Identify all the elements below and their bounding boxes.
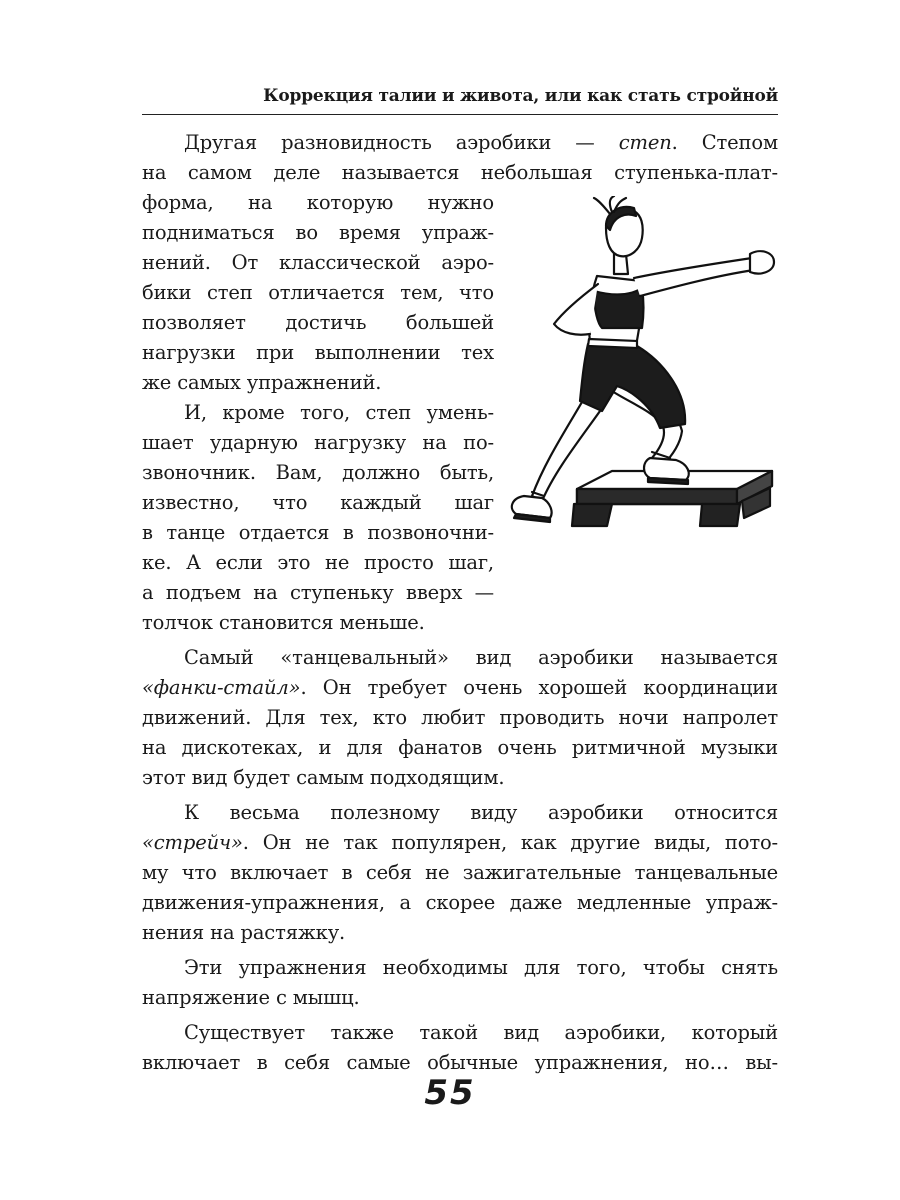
text-line: на дискотеках, и для фанатов очень ритмичной музыки xyxy=(142,736,778,759)
text-line: шает ударную нагрузку на по- xyxy=(142,431,494,454)
text-line: же самых упражнений. xyxy=(142,371,382,394)
text-line: Существует также такой вид аэробики, который xyxy=(184,1021,778,1044)
text-line: «фанки-стайл». Он требует очень хорошей координации xyxy=(142,676,778,699)
text-line: му что включает в себя не зажигательные танцевальные xyxy=(142,861,778,884)
text-line: «стрейч». Он не так популярен, как другие виды, пото- xyxy=(142,831,778,854)
text-line: а подъем на ступеньку вверх — xyxy=(142,581,494,604)
text-line: Эти упражнения необходимы для того, чтобы снять xyxy=(184,956,778,979)
text-line: движений. Для тех, кто любит проводить ночи напролет xyxy=(142,706,778,729)
text-line: движения-упражнения, а скорее даже медленные упраж- xyxy=(142,891,778,914)
text-line: на самом деле называется небольшая ступенька-плат- xyxy=(142,161,778,184)
text-line: включает в себя самые обычные упражнения, но… вы- xyxy=(142,1051,778,1074)
text-line: звоночник. Вам, должно быть, xyxy=(142,461,494,484)
text-line: бики степ отличается тем, что xyxy=(142,281,494,304)
text-line: этот вид будет самым подходящим. xyxy=(142,766,505,789)
text-line: подниматься во время упраж- xyxy=(142,221,494,244)
header-rule xyxy=(142,114,778,115)
text-line: толчок становится меньше. xyxy=(142,611,425,634)
text-line: напряжение с мышц. xyxy=(142,986,360,1009)
text-line: Другая разновидность аэробики — степ. Степом xyxy=(184,131,778,154)
text-line: форма, на которую нужно xyxy=(142,191,494,214)
text-line: К весьма полезному виду аэробики относится xyxy=(184,801,778,824)
text-line: известно, что каждый шаг xyxy=(142,491,494,514)
step-aerobics-illustration xyxy=(502,196,794,556)
text-line: в танце отдается в позвоночни- xyxy=(142,521,494,544)
text-line: И, кроме того, степ умень- xyxy=(184,401,494,424)
text-line: нагрузки при выполнении тех xyxy=(142,341,494,364)
text-line: нений. От классической аэро- xyxy=(142,251,494,274)
text-line: нения на растяжку. xyxy=(142,921,346,944)
text-line: позволяет достичь большей xyxy=(142,311,494,334)
text-line: ке. А если это не просто шаг, xyxy=(142,551,494,574)
running-head: Коррекция талии и живота, или как стать стройной xyxy=(263,86,778,106)
page-number: 55 xyxy=(424,1073,476,1113)
text-line: Самый «танцевальный» вид аэробики называется xyxy=(184,646,778,669)
